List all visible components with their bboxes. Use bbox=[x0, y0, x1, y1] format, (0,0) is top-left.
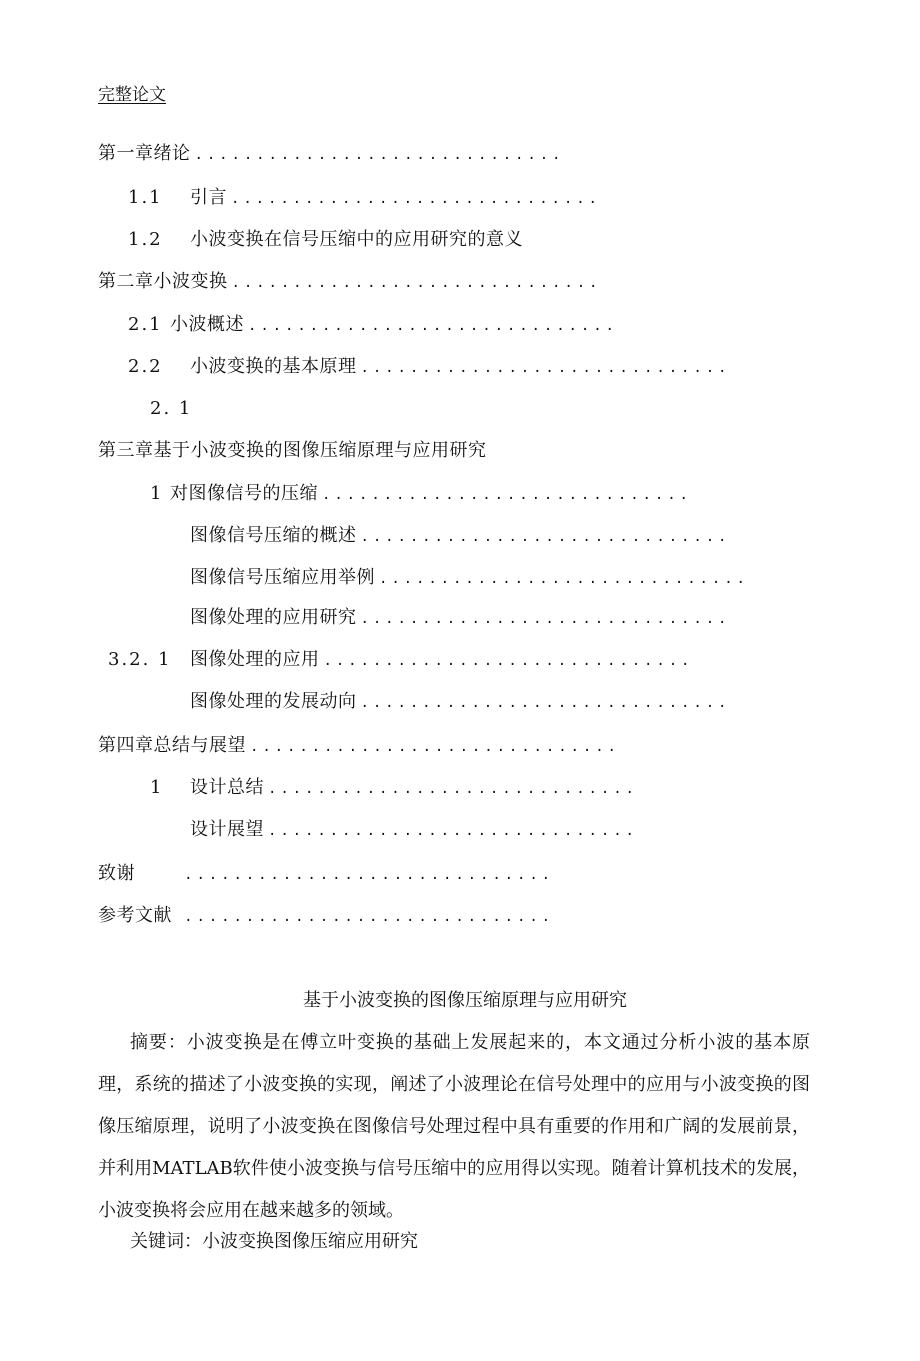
toc-entry-label: 第二章小波变换 bbox=[98, 271, 228, 292]
toc-leader-dots: .............................. bbox=[360, 611, 731, 627]
toc-entry-label: 图像处理的发展动向 bbox=[190, 691, 357, 712]
toc-leader-dots: .............................. bbox=[184, 909, 554, 925]
toc-entry bbox=[0, 313, 618, 339]
toc-entry-number: 1 bbox=[150, 777, 164, 798]
toc-entry bbox=[0, 142, 565, 168]
header-note: 完整论文 bbox=[98, 85, 166, 105]
toc-entry bbox=[0, 355, 731, 381]
toc-leader-dots: .............................. bbox=[268, 823, 638, 839]
toc-entry-label: 图像处理的应用 bbox=[190, 649, 320, 670]
toc-entry bbox=[0, 862, 554, 888]
toc-leader-dots: .............................. bbox=[360, 695, 731, 711]
toc-entry-label: 第一章绪论 bbox=[98, 143, 191, 164]
toc-entry-label: 图像处理的应用研究 bbox=[190, 607, 357, 628]
toc-entry-label: 设计总结 bbox=[190, 777, 264, 798]
toc-leader-dots: .............................. bbox=[322, 487, 692, 503]
toc-entry bbox=[0, 397, 554, 423]
toc-entry-label: 第三章基于小波变换的图像压缩原理与应用研究 bbox=[98, 440, 487, 461]
toc-entry-label: 小波变换在信号压缩中的应用研究的意义 bbox=[190, 229, 523, 250]
document-title: 基于小波变换的图像压缩原理与应用研究 bbox=[303, 990, 627, 1011]
toc-leader-dots: .............................. bbox=[248, 318, 618, 334]
toc-entry bbox=[0, 228, 554, 254]
toc-entry-label: 小波变换的基本原理 bbox=[190, 356, 357, 377]
toc-entry bbox=[0, 606, 731, 632]
toc-entry-label: 小波概述 bbox=[170, 314, 244, 335]
toc-entry bbox=[0, 690, 731, 716]
toc-entry-label: 图像信号压缩应用举例 bbox=[190, 567, 375, 588]
toc-leader-dots: .............................. bbox=[231, 275, 602, 291]
toc-entry-number: 1.1 bbox=[128, 187, 163, 208]
toc-entry bbox=[0, 482, 692, 508]
toc-leader-dots: .............................. bbox=[268, 781, 638, 797]
keywords-line: 关键词：小波变换图像压缩应用研究 bbox=[130, 1231, 418, 1252]
toc-leader-dots: .............................. bbox=[194, 147, 565, 163]
toc-entry-label: 引言 bbox=[190, 187, 227, 208]
toc-entry-number: 1.2 bbox=[128, 229, 163, 250]
toc-leader-dots: .............................. bbox=[184, 867, 554, 883]
toc-entry-label: 图像信号压缩的概述 bbox=[190, 525, 357, 546]
toc-leader-dots: .............................. bbox=[323, 653, 694, 669]
toc-leader-dots: .............................. bbox=[379, 571, 749, 587]
toc-entry-label: 参考文献 bbox=[98, 905, 172, 926]
toc-entry-label: 对图像信号的压缩 bbox=[170, 483, 318, 504]
toc-entry bbox=[0, 776, 638, 802]
toc-entry-number: 1 bbox=[150, 483, 164, 504]
toc-entry bbox=[0, 439, 554, 465]
toc-entry-number: 2.1 bbox=[128, 314, 163, 335]
toc-entry bbox=[0, 524, 731, 550]
toc-leader-dots: .............................. bbox=[360, 360, 731, 376]
toc-leader-dots: .............................. bbox=[231, 191, 601, 207]
abstract-paragraph: 摘要：小波变换是在傅立叶变换的基础上发展起来的，本文通过分析小波的基本原理，系统的描述了小波变换的实现，阐述了小波理论在信号处理中的应用与小波变换的图像压缩原理，说明了小波变换在图像信号处理过程中具有重要的作用和广阔的发展前景，并利用MATLAB软件使小波变换与信号压缩中的应用得以实现。随着计算机技术的发展，小波变换将会应用在越来越多的领域。 bbox=[98, 1032, 810, 1221]
toc-entry bbox=[0, 818, 638, 844]
toc-entry bbox=[0, 566, 749, 592]
toc-entry-number: 3.2. 1 bbox=[108, 649, 172, 670]
toc-entry bbox=[0, 270, 602, 296]
toc-leader-dots: .............................. bbox=[360, 529, 731, 545]
toc-entry bbox=[0, 734, 620, 760]
toc-entry-label: 第四章总结与展望 bbox=[98, 735, 246, 756]
toc-entry bbox=[0, 648, 694, 674]
toc-entry bbox=[0, 904, 554, 930]
toc-entry-number: 2.2 bbox=[128, 356, 163, 377]
toc-leader-dots: .............................. bbox=[250, 739, 620, 755]
toc-entry-label: 致谢 bbox=[98, 863, 135, 884]
toc-entry-number: 2. 1 bbox=[150, 398, 193, 419]
toc-entry bbox=[0, 186, 601, 212]
toc-entry-label: 设计展望 bbox=[190, 819, 264, 840]
